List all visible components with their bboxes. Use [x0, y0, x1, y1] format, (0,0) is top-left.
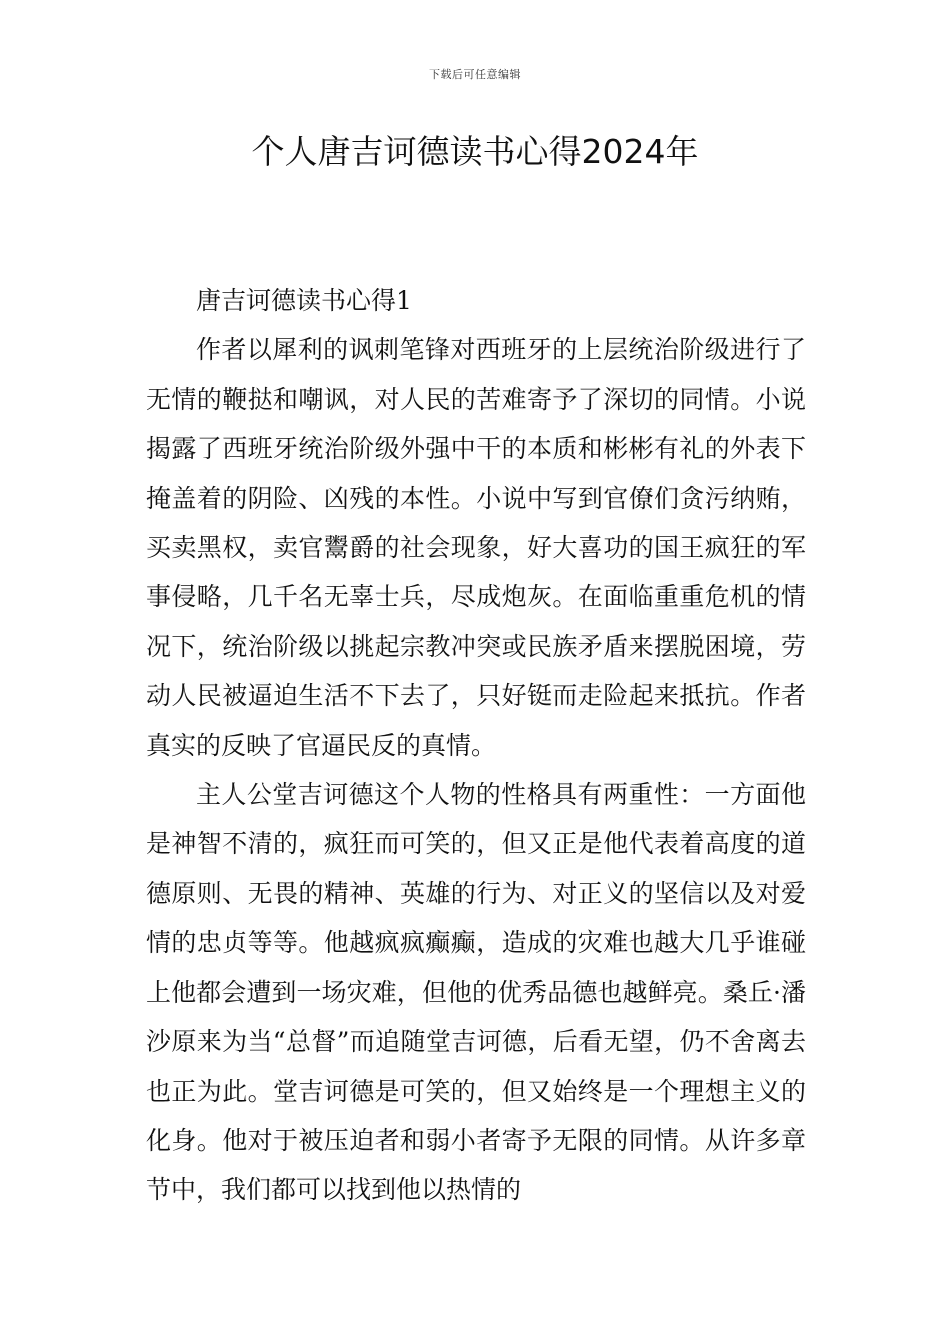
header-note: 下载后可任意编辑	[429, 68, 521, 81]
document-title: 个人唐吉诃德读书心得2024年	[251, 132, 699, 171]
section-heading: 唐吉诃德读书心得1	[196, 286, 412, 315]
document-body	[146, 276, 806, 1215]
paragraph-1: 作者以犀利的讽刺笔锋对西班牙的上层统治阶级进行了无情的鞭挞和嘲讽，对人民的苦难寄予了深切的同情。小说揭露了西班牙统治阶级外强中干的本质和彬彬有礼的外表下掩盖着的阴险、凶残的本性。小说中写到官僚们贪污纳贿，买卖黑权，卖官鬻爵的社会现象，好大喜功的国王疯狂的军事侵略，几千名无辜士兵，尽成炮灰。在面临重重危机的情况下，统治阶级以挑起宗教冲突或民族矛盾来摆脱困境，劳动人民被逼迫生活不下去了，只好铤而走险起来抵抗。作者真实的反映了官逼民反的真情。	[146, 335, 806, 760]
paragraph-2: 主人公堂吉诃德这个人物的性格具有两重性：一方面他是神智不清的，疯狂而可笑的，但又正是他代表着高度的道德原则、无畏的精神、英雄的行为、对正义的坚信以及对爱情的忠贞等等。他越疯疯癫癫，造成的灾难也越大几乎谁碰上他都会遭到一场灾难，但他的优秀品德也越鲜亮。桑丘·潘沙原来为当“总督”而追随堂吉诃德，后看无望，仍不舍离去也正为此。堂吉诃德是可笑的，但又始终是一个理想主义的化身。他对于被压迫者和弱小者寄予无限的同情。从许多章节中，我们都可以找到他以热情的	[146, 780, 806, 1205]
